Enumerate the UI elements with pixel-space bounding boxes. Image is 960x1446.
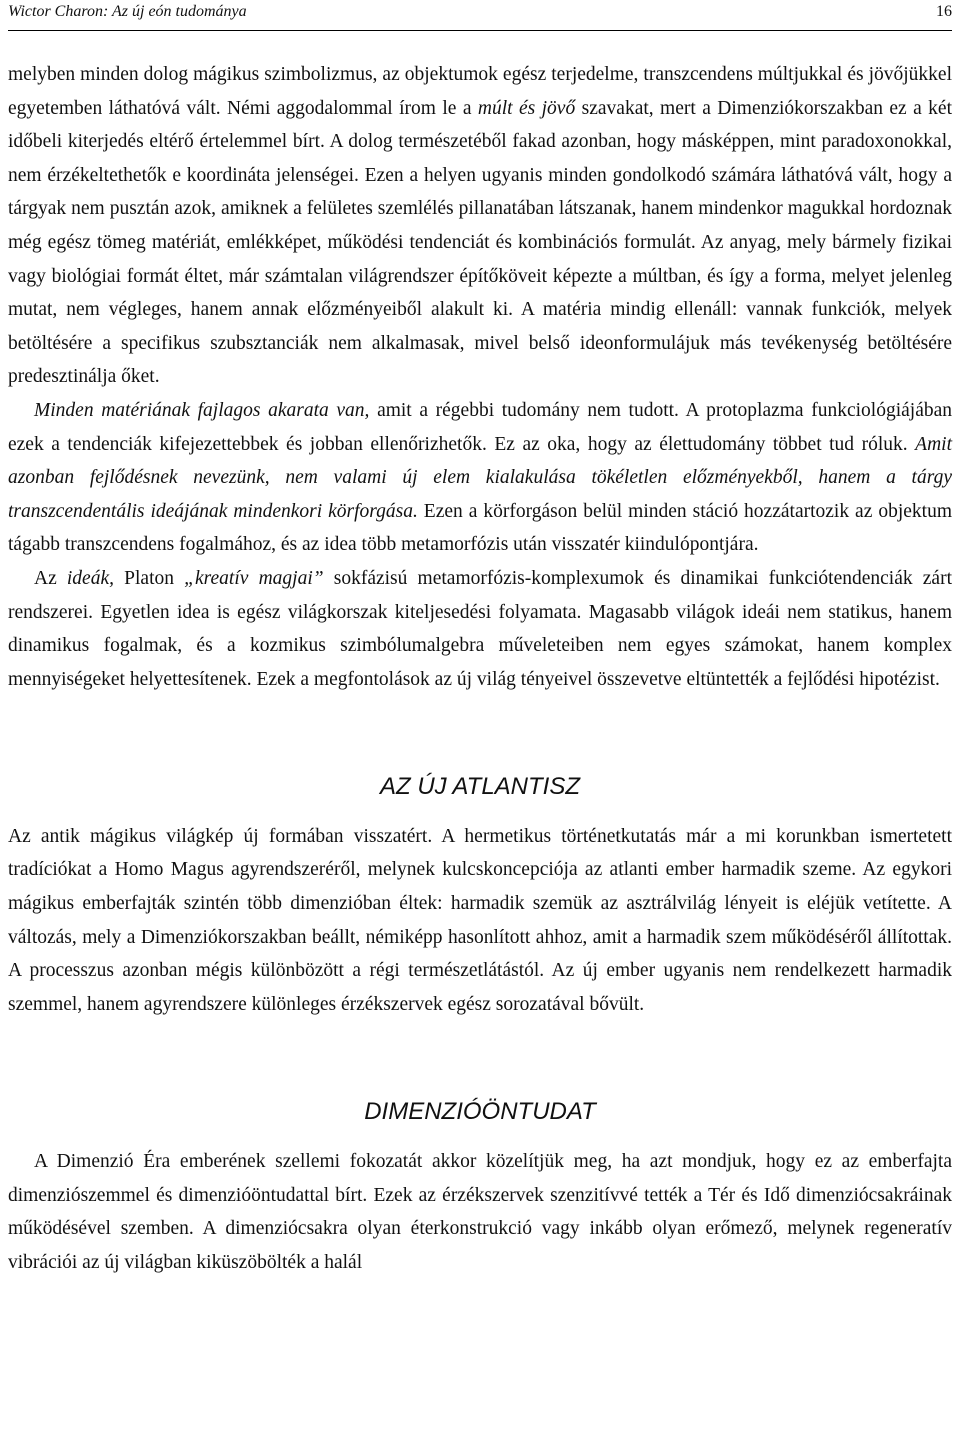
running-header	[8, 0, 952, 31]
italic-run: „kreatív magjai”	[184, 567, 324, 589]
italic-run: Minden matériának fajlagos akarata van,	[34, 399, 370, 421]
section-heading-dimension-consciousness: DIMENZIÓÖNTUDAT	[364, 1098, 596, 1126]
paragraph-2	[8, 394, 952, 562]
text-run: Ezen a körforgáson belül minden stáció hozzátartozik az objektum tágabb transzcendens fogalmához, és az idea több metamorfózis után visszatér kiindulópontjára.	[8, 500, 952, 556]
text-run: szavakat, mert a Dimenziókorszakban ez a két időbeli kiterjedés eltérő értelemmel bírt. A dolog természetéből fakad azonban, hogy másképpen, mint paradoxonokkal, nem érzékeltethetők e koordináta jelenségei. Ezen a helyen ugyanis minden gondolkodó számára láthatóvá vált, hogy a tárgyak nem pusztán azok, amiknek a felületes szemlélés pillanatában látszanak, hanem mindenkor magukkal hordoznak még egész tömeg matériát, emlékképet, működési tendenciát és kombinációs formulát. Az anyag, mely bármely fizikai vagy biológiai formát éltet, már számtalan világrendszer építőköveit képezte a múltban, és így a forma, melyet jelenleg mutat, nem végleges, hanem annak előzményeiből alakult ki. A matéria mindig ellenáll: vannak funkciók, melyek betöltésére a specifikus szubsztanciák nem alkalmasak, mivel belső ideonformulájuk más tevékenység betöltésére predesztinálja őket.	[8, 97, 953, 388]
italic-run: múlt és jövő	[477, 97, 576, 119]
page-number: 16	[936, 3, 952, 20]
header-title: Wictor Charon: Az új eón tudománya	[8, 3, 247, 20]
text-run: melyben minden dolog mágikus szimbolizmus, az objektumok egész terjedelme, transzcendens múltjukkal és jövőjükkel egyetemben láthatóvá vált. Némi aggodalommal írom le a	[8, 64, 952, 119]
text-run: Platon	[114, 567, 185, 589]
text-run: Az	[34, 567, 67, 589]
document-body	[8, 58, 952, 1279]
paragraph-1	[8, 58, 952, 394]
paragraph-4: Az antik mágikus világkép új formában visszatért. A hermetikus történetkutatás már a mi korunkban ismertetett tradíciókat a Homo Magus agyrendszeréről, melynek kulcskoncepciója az atlanti ember harmadik szeme. Az egykori mágikus emberfajták szintén több dimenzióban éltek: harmadik szemük az asztrálvilág lényeit is eléjük vetítette. A változás, mely a Dimenziókorszakban beállt, némiképp hasonlított ahhoz, amit a harmadik szem működéséről állítottak. A processzus azonban mégis különbözött a régi természetlátástól. Az új ember ugyanis nem rendelkezett harmadik szemmel, hanem agyrendszere különleges érzékszervek egész sorozatával bővült.	[8, 825, 952, 1015]
paragraph-3	[8, 562, 952, 696]
italic-run: Amit azonban fejlődésnek nevezünk, nem valami új elem kialakulása tökéletlen előzményekből, hanem a tárgy transzcendentális ideájának mindenkori körforgása.	[8, 433, 952, 522]
text-run: sokfázisú metamorfózis-komplexumok és dinamikai funkciótendenciák zárt rendszerei. Egyetlen idea is egész világkorszak kiteljesedési folyamata. Magasabb világok ideái nem statikus, hanem dinamikus fogalmak, és a kozmikus szimbólumalgebra műveleteiben nem egyes számokat, hanem komplex mennyiségeket helyettesítenek. Ezek a megfontolások az új világ tényeivel összevetve eltüntették a fejlődési hipotézist.	[8, 567, 952, 690]
paragraph-5: A Dimenzió Éra emberének szellemi fokozatát akkor közelítjük meg, ha azt mondjuk, hogy ez az emberfajta dimenziószemmel és dimenzióöntudattal bírt. Ezek az érzékszervek szenzitívvé tették a Tér és Idő dimenziócsakráinak működésével szemben. A dimenziócsakra olyan éterkonstrukció vagy inkább olyan erőmező, melynek regeneratív vibrációi az új világban kiküszöbölték a halál	[8, 1151, 952, 1273]
italic-run: ideák,	[66, 567, 114, 589]
section-heading-new-atlantis: AZ ÚJ ATLANTISZ	[379, 773, 580, 801]
text-run: amit a régebbi tudomány nem tudott. A protoplazma funkciológiájában ezek a tendenciák kifejezettebbek és jobban ellenőrizhetők. Ez az oka, hogy az élettudomány többet tud róluk.	[8, 399, 952, 455]
